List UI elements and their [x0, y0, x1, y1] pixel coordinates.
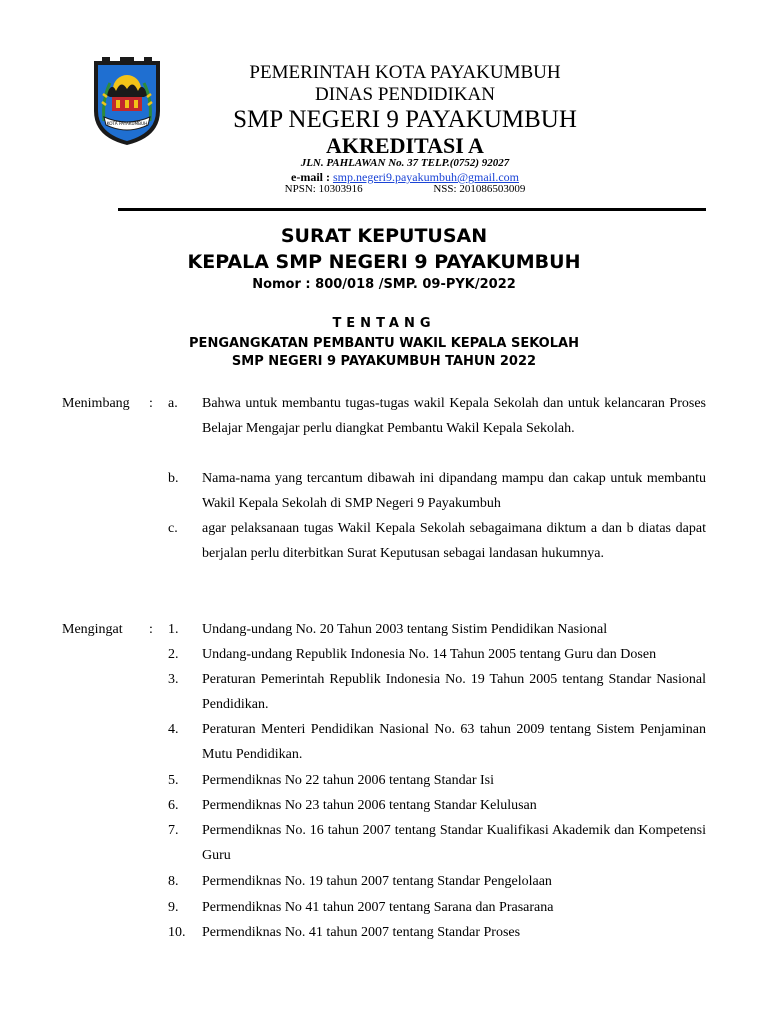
decree-number: Nomor : 800/018 /SMP. 09-PYK/2022 — [252, 277, 516, 292]
npsn: NPSN: 10303916 — [284, 183, 363, 195]
item-text: Permendiknas No. 19 tahun 2007 tentang Standar Pengelolaan — [202, 874, 552, 889]
mengingat-item — [168, 642, 706, 667]
government-name: PEMERINTAH KOTA PAYAKUMBUH — [249, 62, 561, 83]
school-identifiers — [190, 183, 620, 196]
item-marker: 5. — [168, 773, 179, 788]
item-marker: 6. — [168, 798, 179, 813]
item-text: Permendiknas No 23 tahun 2006 tentang Standar Kelulusan — [202, 798, 537, 813]
email-link[interactable]: smp.negeri9.payakumbuh@gmail.com — [332, 170, 519, 184]
item-text: Undang-undang Republik Indonesia No. 14 Tahun 2005 tentang Guru dan Dosen — [202, 647, 657, 662]
nss: NSS: 201086503009 — [433, 183, 526, 195]
mengingat-item — [168, 920, 706, 945]
email-line — [190, 170, 620, 184]
item-text: Permendiknas No 22 tahun 2006 tentang Standar Isi — [202, 773, 495, 788]
item-marker: 9. — [168, 900, 179, 915]
item-marker: c. — [168, 521, 178, 536]
decree-subject-line-2: SMP NEGERI 9 PAYAKUMBUH TAHUN 2022 — [231, 354, 537, 369]
accreditation: AKREDITASI A — [326, 133, 484, 158]
item-text: Peraturan Pemerintah Republik Indonesia No. 19 Tahun 2005 tentang Standar Nasional Pendidikan. — [202, 672, 706, 712]
school-name: SMP NEGERI 9 PAYAKUMBUH — [233, 106, 577, 133]
menimbang-item — [168, 391, 706, 441]
item-marker: 4. — [168, 722, 179, 737]
mengingat-item — [168, 717, 706, 767]
letterhead-divider — [118, 208, 706, 211]
mengingat-item — [168, 667, 706, 717]
item-text: Bahwa untuk membantu tugas-tugas wakil Kepala Sekolah dan untuk kelancaran Proses Belajar Mengajar perlu diangkat Pembantu Wakil Kepala Sekolah. — [202, 396, 706, 436]
item-marker: 1. — [168, 622, 179, 637]
item-text: agar pelaksanaan tugas Wakil Kepala Sekolah sebagaimana diktum a dan b diatas dapat berjalan perlu diterbitkan Surat Keputusan sebagai landasan hukumnya. — [202, 521, 706, 561]
item-text: Permendiknas No. 16 tahun 2007 tentang Standar Kualifikasi Akademik dan Kompetensi Guru — [202, 823, 706, 863]
item-marker: b. — [168, 471, 179, 486]
item-marker: 2. — [168, 647, 179, 662]
item-marker: a. — [168, 396, 178, 411]
decree-title: SURAT KEPUTUSAN — [280, 225, 488, 247]
email-label: e-mail : — [291, 170, 330, 184]
item-text: Undang-undang No. 20 Tahun 2003 tentang Sistim Pendidikan Nasional — [202, 622, 608, 637]
item-marker: 3. — [168, 672, 179, 687]
menimbang-colon: : — [149, 396, 153, 411]
item-marker: 10. — [168, 925, 186, 940]
department-name: DINAS PENDIDIKAN — [315, 84, 495, 105]
mengingat-label: Mengingat — [62, 622, 123, 637]
menimbang-item — [168, 466, 706, 516]
menimbang-label: Menimbang — [62, 396, 130, 411]
menimbang-item — [168, 516, 706, 566]
school-address: JLN. PAHLAWAN No. 37 TELP.(0752) 92027 — [300, 157, 510, 169]
mengingat-item — [168, 768, 706, 793]
mengingat-item — [168, 818, 706, 868]
mengingat-item — [168, 869, 706, 894]
payakumbuh-city-emblem-icon — [90, 55, 164, 147]
item-marker: 7. — [168, 823, 179, 838]
mengingat-item — [168, 617, 706, 642]
item-marker: 8. — [168, 874, 179, 889]
tentang-heading: TENTANG — [332, 316, 436, 331]
item-text: Permendiknas No 41 tahun 2007 tentang Sarana dan Prasarana — [202, 900, 554, 915]
item-text: Nama-nama yang tercantum dibawah ini dipandang mampu dan cakap untuk membantu Wakil Kepala Sekolah di SMP Negeri 9 Payakumbuh — [202, 471, 706, 511]
mengingat-item — [168, 895, 706, 920]
mengingat-colon: : — [149, 622, 153, 637]
item-text: Peraturan Menteri Pendidikan Nasional No. 63 tahun 2009 tentang Sistem Penjaminan Mutu Pendidikan. — [202, 722, 706, 762]
decree-issuer: KEPALA SMP NEGERI 9 PAYAKUMBUH — [187, 251, 581, 273]
mengingat-item — [168, 793, 706, 818]
decree-subject-line-1: PENGANGKATAN PEMBANTU WAKIL KEPALA SEKOLAH — [189, 336, 579, 351]
item-text: Permendiknas No. 41 tahun 2007 tentang Standar Proses — [202, 925, 521, 940]
emblem-ribbon-text: KOTA PAYAKUMBUH — [106, 121, 148, 126]
